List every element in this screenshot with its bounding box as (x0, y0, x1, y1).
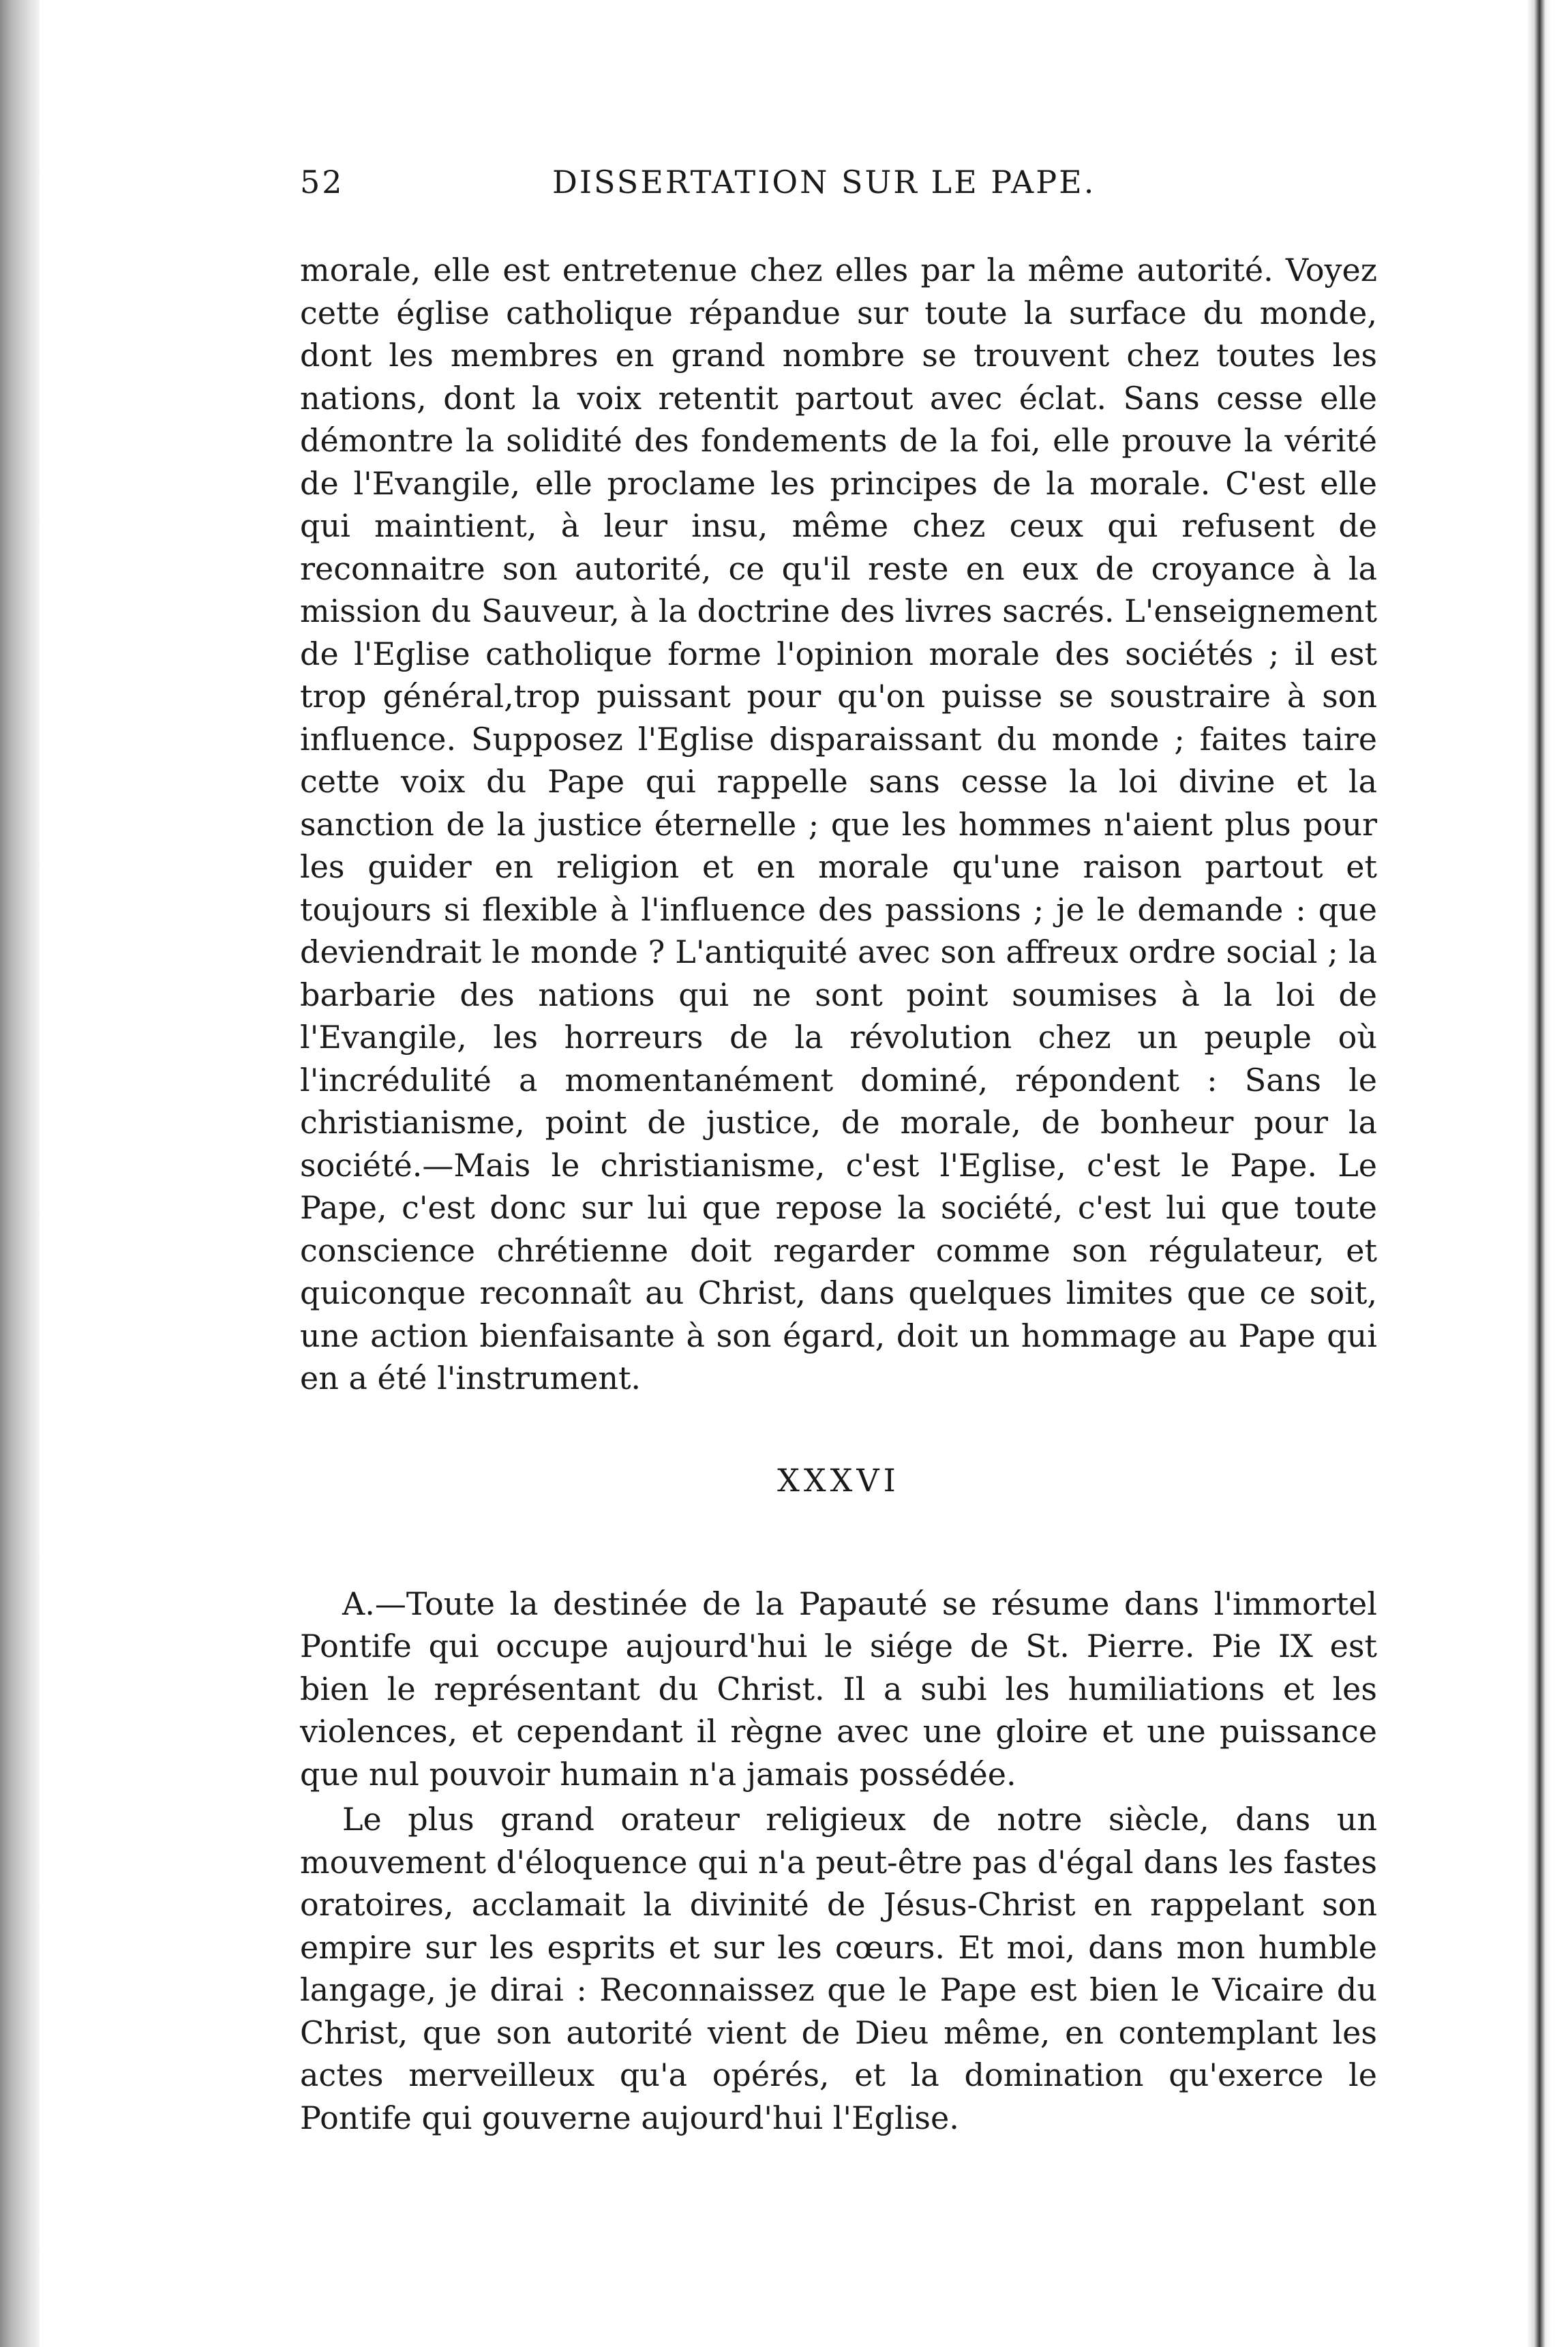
section-heading: XXXVI (777, 1461, 900, 1499)
body-paragraph-1: morale, elle est entretenue chez elles par la même autorité. Voyez cette église catholique répandue sur toute la surface du monde, dont les membres en grand nombre se trouvent chez toutes les nations, dont la voix retentit partout avec éclat. Sans cesse elle démontre la solidité des fondements de la foi, elle prouve la vérité de l'Evangile, elle proclame les principes de la morale. C'est elle qui maintient, à leur insu, même chez ceux qui refusent de reconnaitre son autorité, ce qu'il reste en eux de croyance à la mission du Sauveur, à la doctrine des livres sacrés. L'enseignement de l'Eglise catholique forme l'opinion morale des sociétés ; il est trop général,trop puissant pour qu'on puisse se soustraire à son influence. Supposez l'Eglise disparaissant du monde ; faites taire cette voix du Pape qui rappelle sans cesse la loi divine et la sanction de la justice éternelle ; que les hommes n'aient plus pour les guider en religion et en morale qu'une raison partout et toujours si flexible à l'influence des passions ; je le demande : que deviendrait le monde ? L'antiquité avec son affreux ordre social ; la barbarie des nations qui ne sont point soumises à la loi de l'Evangile, les horreurs de la révolution chez un peuple où l'incrédulité a momentanément dominé, répondent : Sans le christianisme, point de justice, de morale, de bonheur pour la société.—Mais le christianisme, c'est l'Eglise, c'est le Pape. Le Pape, c'est donc sur lui que repose la société, c'est lui que toute conscience chrétienne doit regarder comme son régulateur, et quiconque reconnaît au Christ, dans quelques limites que ce soit, une action bienfaisante à son égard, doit un hommage au Pape qui en a été l'instrument. (300, 252, 1377, 1396)
running-title: DISSERTATION SUR LE PAPE. (552, 164, 1096, 200)
running-head (300, 164, 1377, 218)
scan-left-edge (0, 0, 40, 2347)
book-page (300, 164, 1377, 2139)
body-paragraph-2: A.—Toute la destinée de la Papauté se résume dans l'immortel Pontife qui occupe aujourd'hui le siége de St. Pierre. Pie IX est bien le représentant du Christ. Il a subi les humiliations et les violences, et cependant il règne avec une gloire et une puissance que nul pouvoir humain n'a jamais possédée. (300, 1585, 1377, 1793)
scan-right-edge (1493, 0, 1568, 2347)
page-number: 52 (300, 164, 344, 200)
body-paragraph-3: Le plus grand orateur religieux de notre siècle, dans un mouvement d'éloquence qui n'a peut-être pas d'égal dans les fastes oratoires, acclamait la divinité de Jésus-Christ en rappelant son empire sur les esprits et sur les cœurs. Et moi, dans mon humble langage, je dirai : Reconnaissez que le Pape est bien le Vicaire du Christ, que son autorité vient de Dieu même, en contemplant les actes merveilleux qu'a opérés, et la domination qu'exerce le Pontife qui gouverne aujourd'hui l'Eglise. (300, 1801, 1377, 2136)
